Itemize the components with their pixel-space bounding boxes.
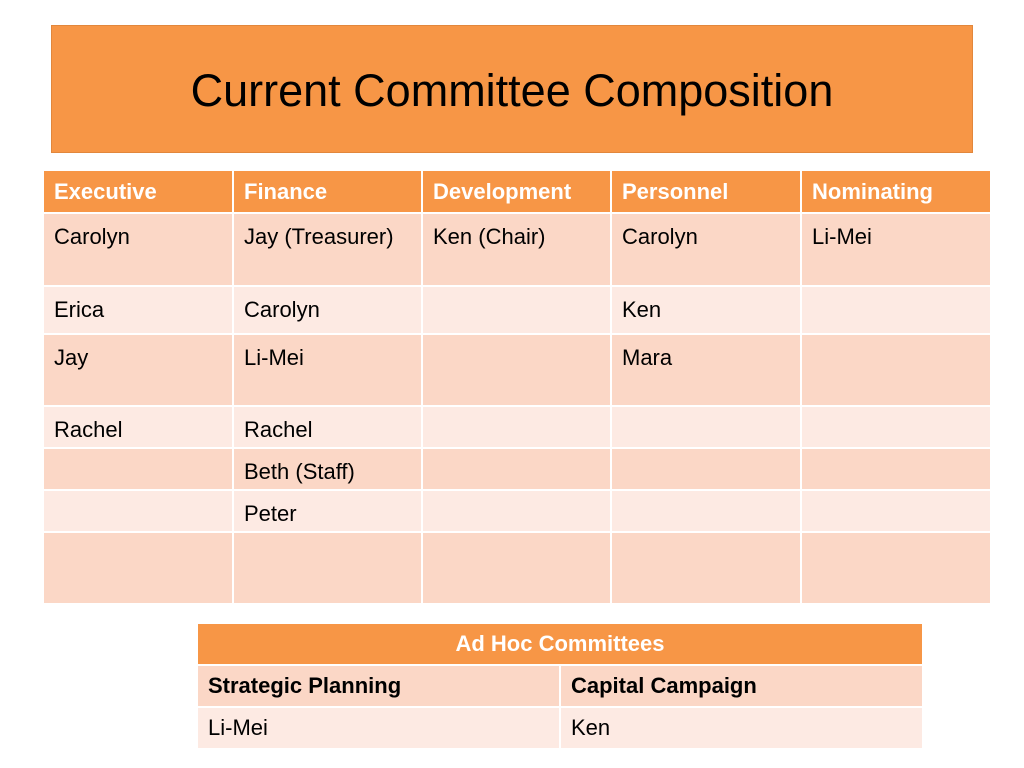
- table-cell: [422, 334, 611, 406]
- table-row: [43, 532, 991, 604]
- table-cell: Ken: [560, 707, 923, 749]
- adhoc-header-row: [197, 665, 923, 707]
- table-cell: Li-Mei: [197, 707, 560, 749]
- table-cell: Li-Mei: [233, 334, 422, 406]
- table-cell: [422, 490, 611, 532]
- table-cell: Mara: [611, 334, 801, 406]
- header-strategic-planning: Strategic Planning: [197, 665, 560, 707]
- table-row: [43, 213, 991, 286]
- table-cell: [801, 406, 991, 448]
- table-row: [43, 490, 991, 532]
- table-cell: [801, 334, 991, 406]
- table-cell: [43, 448, 233, 490]
- table-cell: Rachel: [43, 406, 233, 448]
- table-cell: [801, 532, 991, 604]
- committee-table: [42, 169, 992, 605]
- table-row: [43, 286, 991, 334]
- table-row: [43, 406, 991, 448]
- header-executive: Executive: [43, 170, 233, 213]
- table-cell: [233, 532, 422, 604]
- table-cell: [43, 532, 233, 604]
- table-cell: [801, 448, 991, 490]
- table-cell: [422, 406, 611, 448]
- adhoc-committee-table: [196, 622, 924, 750]
- table-cell: Peter: [233, 490, 422, 532]
- table-cell: Carolyn: [611, 213, 801, 286]
- table-cell: Rachel: [233, 406, 422, 448]
- slide-title: Current Committee Composition: [190, 65, 834, 116]
- table-cell: [801, 286, 991, 334]
- title-banner: [51, 25, 973, 153]
- committee-header-row: [43, 170, 991, 213]
- table-cell: [611, 532, 801, 604]
- table-row: [197, 707, 923, 749]
- table-cell: Jay (Treasurer): [233, 213, 422, 286]
- table-row: [43, 448, 991, 490]
- table-cell: [801, 490, 991, 532]
- table-cell: Beth (Staff): [233, 448, 422, 490]
- table-cell: [611, 448, 801, 490]
- table-row: [43, 334, 991, 406]
- header-personnel: Personnel: [611, 170, 801, 213]
- table-cell: [422, 448, 611, 490]
- table-cell: Carolyn: [233, 286, 422, 334]
- table-cell: Ken: [611, 286, 801, 334]
- table-cell: [611, 406, 801, 448]
- table-cell: Jay: [43, 334, 233, 406]
- table-cell: [422, 532, 611, 604]
- adhoc-title-row: [197, 623, 923, 665]
- table-cell: Ken (Chair): [422, 213, 611, 286]
- table-cell: [611, 490, 801, 532]
- header-finance: Finance: [233, 170, 422, 213]
- header-capital-campaign: Capital Campaign: [560, 665, 923, 707]
- table-cell: Li-Mei: [801, 213, 991, 286]
- table-cell: Erica: [43, 286, 233, 334]
- table-cell: [422, 286, 611, 334]
- table-cell: Carolyn: [43, 213, 233, 286]
- adhoc-title: Ad Hoc Committees: [197, 623, 923, 665]
- header-development: Development: [422, 170, 611, 213]
- header-nominating: Nominating: [801, 170, 991, 213]
- table-cell: [43, 490, 233, 532]
